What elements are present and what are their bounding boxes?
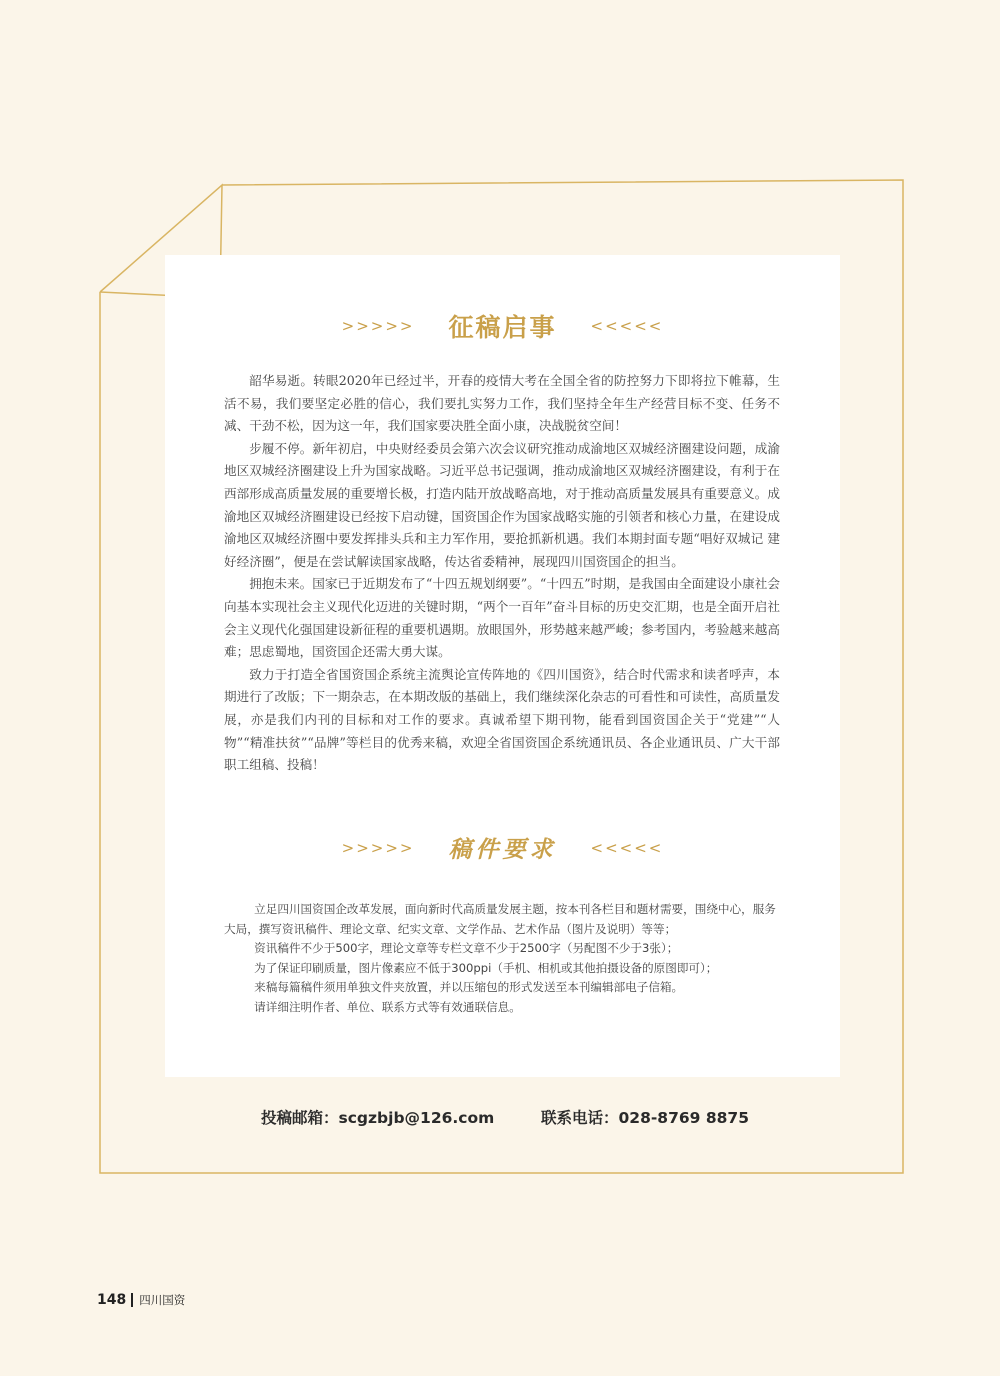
heading-arrows-left: >>>>> xyxy=(341,838,415,857)
body-paragraph: 韶华易逝。转眼2020年已经过半，开春的疫情大考在全国全省的防控努力下即将拉下帷幕，生活不易，我们要坚定必胜的信心，我们要扎实努力工作，我们坚持全年生产经营目标不变、任务不减、干劲不松，因为这一年，我们国家要决胜全面小康，决战脱贫空间！ xyxy=(224,373,780,434)
heading-arrows-right: <<<<< xyxy=(590,317,664,335)
call-for-papers-body xyxy=(224,370,780,777)
heading-arrows-left: >>>>> xyxy=(341,317,415,335)
body-paragraph: 步履不停。新年初启，中央财经委员会第六次会议研究推动成渝地区双城经济圈建设问题，成渝地区双城经济圈建设上升为国家战略。习近平总书记强调，推动成渝地区双城经济圈建设，有利于在西部形成高质量发展的重要增长极，打造内陆开放战略高地，对于推动高质量发展具有重要意义。成渝地区双城经济圈建设已经按下启动键，国资国企作为国家战略实施的引领者和核心力量，在建设成渝地区双城经济圈中要发挥排头兵和主力军作用，要抢抓新机遇。我们本期封面专题“唱好双城记 建好经济圈”，便是在尝试解读国家战略，传达省委精神，展现四川国资国企的担当。 xyxy=(224,440,780,569)
requirements-body xyxy=(224,900,780,1017)
body-paragraph: 拥抱未来。国家已于近期发布了“十四五规划纲要”。“十四五”时期，是我国由全面建设小康社会向基本实现社会主义现代化迈进的关键时期，“两个一百年”奋斗目标的历史交汇期，也是全面开启社会主义现代化强国建设新征程的重要机遇期。放眼国外，形势越来越严峻；参考国内，考验越来越高难；思虑蜀地，国资国企还需大勇大谋。 xyxy=(224,576,780,660)
email-address: scgzbjb@126.com xyxy=(338,1109,495,1127)
call-for-papers-title: 征稿启事 xyxy=(448,313,557,342)
requirement-item: 请详细注明作者、单位、联系方式等有效通联信息。 xyxy=(254,999,521,1014)
requirement-item: 来稿每篇稿件须用单独文件夹放置，并以压缩包的形式发送至本刊编辑部电子信箱。 xyxy=(254,980,684,994)
requirement-item: 为了保证印刷质量，图片像素应不低于300ppi（手机、相机或其他拍摄设备的原图即可）； xyxy=(254,960,718,975)
phone-label: 联系电话： xyxy=(541,1109,619,1127)
requirements-title: 稿件要求 xyxy=(448,836,557,863)
contact-phone xyxy=(541,1106,749,1128)
requirements-heading xyxy=(165,831,840,864)
call-for-papers-heading xyxy=(165,308,840,344)
requirement-item: 立足四川国资国企改革发展，面向新时代高质量发展主题，按本刊各栏目和题材需要，围绕中心，服务大局，撰写资讯稿件、理论文章、纪实文章、文学作品、艺术作品（图片及说明）等等； xyxy=(224,902,776,936)
phone-number: 028-8769 8875 xyxy=(618,1109,749,1127)
requirement-item: 资讯稿件不少于500字，理论文章等专栏文章不少于2500字（另配图不少于3张）； xyxy=(254,941,679,955)
page-footer xyxy=(97,1292,185,1308)
contact-email xyxy=(261,1106,494,1128)
heading-arrows-right: <<<<< xyxy=(590,838,664,857)
page-number: 148 xyxy=(97,1292,127,1308)
magazine-name: 四川国资 xyxy=(139,1293,186,1307)
body-paragraph: 致力于打造全省国资国企系统主流舆论宣传阵地的《四川国资》，结合时代需求和读者呼声，本期进行了改版；下一期杂志，在本期改版的基础上，我们继续深化杂志的可看性和可读性，高质量发展，亦是我们内刊的目标和对工作的要求。真诚希望下期刊物，能看到国资国企关于“党建”“人物”“精准扶贫”“品牌”等栏目的优秀来稿，欢迎全省国资国企系统通讯员、各企业通讯员、广大干部职工组稿、投稿！ xyxy=(224,666,780,773)
email-label: 投稿邮箱： xyxy=(261,1109,339,1127)
footer-divider xyxy=(131,1293,133,1307)
